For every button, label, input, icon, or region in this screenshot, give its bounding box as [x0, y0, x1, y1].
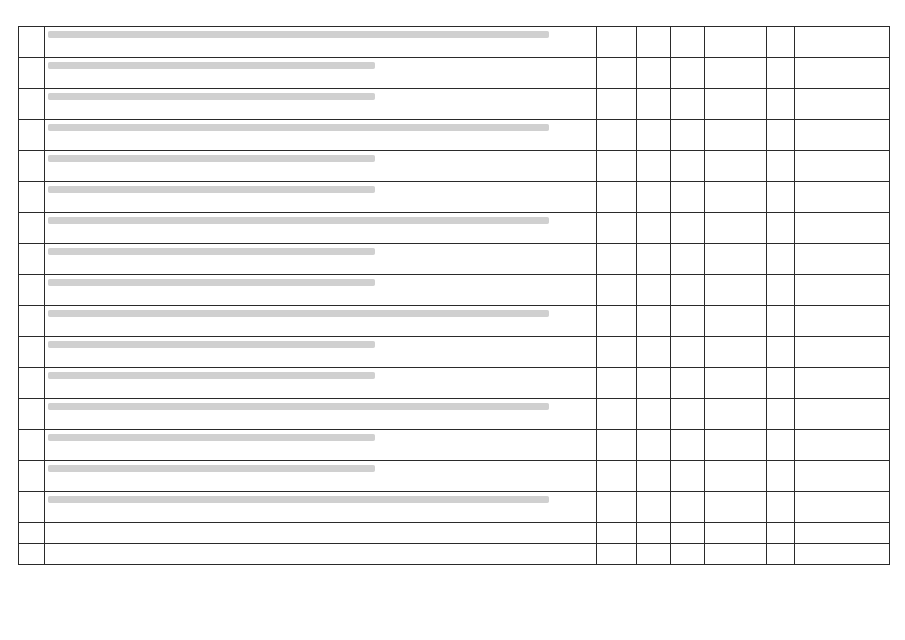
row-code-cell-3 [671, 120, 705, 151]
text-placeholder [48, 310, 549, 317]
row-description-cell [45, 89, 597, 120]
row-code-cell-4 [705, 461, 767, 492]
row-code-cell-4 [705, 151, 767, 182]
text-placeholder [48, 31, 549, 38]
row-code-cell-3 [671, 182, 705, 213]
table-row [19, 27, 890, 58]
row-code-cell-4 [705, 399, 767, 430]
row-code-cell-2 [637, 492, 671, 523]
row-code-cell-4 [705, 275, 767, 306]
row-code-cell-5 [767, 492, 795, 523]
text-placeholder [48, 403, 549, 410]
table-row-empty [19, 544, 890, 565]
row-blank-cell [19, 182, 45, 213]
row-code-cell-4 [705, 58, 767, 89]
row-code-cell-1 [597, 337, 637, 368]
row-description-cell [45, 151, 597, 182]
text-placeholder [48, 124, 549, 131]
row-code-cell-4 [705, 120, 767, 151]
row-description-cell [45, 275, 597, 306]
table-row [19, 492, 890, 523]
row-description-cell [45, 337, 597, 368]
row-code-cell-2 [637, 58, 671, 89]
table-row-empty [19, 523, 890, 544]
row-code-cell-5 [767, 461, 795, 492]
row-code-cell-3 [671, 244, 705, 275]
row-code-cell-3 [671, 430, 705, 461]
row-code-cell-3 [671, 399, 705, 430]
row-blank-cell [19, 151, 45, 182]
row-amount-cell [795, 430, 890, 461]
row-code-cell-5 [767, 120, 795, 151]
row-description-cell [45, 244, 597, 275]
row-description-cell [45, 58, 597, 89]
text-placeholder [48, 372, 375, 379]
empty-cell [705, 544, 767, 565]
row-amount-cell [795, 492, 890, 523]
row-blank-cell [19, 492, 45, 523]
row-code-cell-4 [705, 492, 767, 523]
row-code-cell-2 [637, 461, 671, 492]
row-code-cell-3 [671, 461, 705, 492]
row-code-cell-5 [767, 399, 795, 430]
row-amount-cell [795, 461, 890, 492]
text-placeholder [48, 217, 549, 224]
row-code-cell-3 [671, 58, 705, 89]
row-description-cell [45, 306, 597, 337]
row-blank-cell [19, 213, 45, 244]
empty-cell [19, 523, 45, 544]
row-blank-cell [19, 275, 45, 306]
row-code-cell-1 [597, 58, 637, 89]
table-row [19, 213, 890, 244]
row-blank-cell [19, 120, 45, 151]
empty-cell [637, 523, 671, 544]
row-code-cell-4 [705, 430, 767, 461]
row-code-cell-1 [597, 275, 637, 306]
row-code-cell-2 [637, 120, 671, 151]
row-code-cell-4 [705, 306, 767, 337]
row-amount-cell [795, 306, 890, 337]
text-placeholder [48, 62, 375, 69]
row-code-cell-2 [637, 89, 671, 120]
empty-cell [671, 544, 705, 565]
row-blank-cell [19, 58, 45, 89]
row-blank-cell [19, 399, 45, 430]
row-blank-cell [19, 27, 45, 58]
table-row [19, 89, 890, 120]
row-code-cell-1 [597, 27, 637, 58]
row-description-cell [45, 213, 597, 244]
row-code-cell-2 [637, 27, 671, 58]
empty-cell [767, 544, 795, 565]
row-amount-cell [795, 213, 890, 244]
row-code-cell-4 [705, 337, 767, 368]
row-code-cell-2 [637, 368, 671, 399]
budget-table-body [19, 27, 890, 565]
row-code-cell-5 [767, 275, 795, 306]
row-code-cell-1 [597, 89, 637, 120]
row-code-cell-2 [637, 244, 671, 275]
row-amount-cell [795, 182, 890, 213]
row-amount-cell [795, 368, 890, 399]
table-row [19, 58, 890, 89]
table-row [19, 461, 890, 492]
empty-cell [671, 523, 705, 544]
text-placeholder [48, 496, 549, 503]
text-placeholder [48, 341, 375, 348]
table-row [19, 337, 890, 368]
row-code-cell-4 [705, 89, 767, 120]
empty-cell [795, 544, 890, 565]
row-amount-cell [795, 120, 890, 151]
row-amount-cell [795, 399, 890, 430]
row-code-cell-4 [705, 368, 767, 399]
row-code-cell-2 [637, 306, 671, 337]
empty-cell [597, 523, 637, 544]
row-code-cell-1 [597, 151, 637, 182]
row-amount-cell [795, 275, 890, 306]
empty-cell [767, 523, 795, 544]
row-code-cell-5 [767, 430, 795, 461]
row-code-cell-1 [597, 430, 637, 461]
text-placeholder [48, 186, 375, 193]
row-code-cell-1 [597, 244, 637, 275]
row-description-cell [45, 492, 597, 523]
row-code-cell-1 [597, 461, 637, 492]
row-code-cell-1 [597, 399, 637, 430]
row-amount-cell [795, 89, 890, 120]
table-row [19, 151, 890, 182]
text-placeholder [48, 248, 375, 255]
table-row [19, 244, 890, 275]
empty-cell [45, 544, 597, 565]
row-description-cell [45, 120, 597, 151]
table-row [19, 275, 890, 306]
empty-cell [19, 544, 45, 565]
table-row [19, 306, 890, 337]
text-placeholder [48, 434, 375, 441]
row-code-cell-5 [767, 368, 795, 399]
row-code-cell-2 [637, 275, 671, 306]
row-code-cell-3 [671, 306, 705, 337]
table-row [19, 120, 890, 151]
text-placeholder [48, 93, 375, 100]
text-placeholder [48, 465, 375, 472]
text-placeholder [48, 155, 375, 162]
row-code-cell-4 [705, 27, 767, 58]
row-blank-cell [19, 461, 45, 492]
table-row [19, 399, 890, 430]
row-code-cell-3 [671, 213, 705, 244]
row-blank-cell [19, 244, 45, 275]
row-blank-cell [19, 430, 45, 461]
row-code-cell-4 [705, 213, 767, 244]
row-blank-cell [19, 306, 45, 337]
empty-cell [637, 544, 671, 565]
row-code-cell-5 [767, 151, 795, 182]
row-code-cell-3 [671, 368, 705, 399]
row-code-cell-5 [767, 244, 795, 275]
row-blank-cell [19, 368, 45, 399]
empty-cell [705, 523, 767, 544]
row-code-cell-2 [637, 151, 671, 182]
row-code-cell-4 [705, 182, 767, 213]
row-code-cell-3 [671, 151, 705, 182]
row-code-cell-5 [767, 213, 795, 244]
row-description-cell [45, 399, 597, 430]
row-code-cell-3 [671, 492, 705, 523]
row-blank-cell [19, 89, 45, 120]
row-code-cell-5 [767, 89, 795, 120]
table-row [19, 368, 890, 399]
row-code-cell-2 [637, 213, 671, 244]
row-description-cell [45, 27, 597, 58]
row-amount-cell [795, 58, 890, 89]
text-placeholder [48, 279, 375, 286]
row-code-cell-5 [767, 58, 795, 89]
row-code-cell-5 [767, 182, 795, 213]
row-description-cell [45, 368, 597, 399]
row-code-cell-5 [767, 337, 795, 368]
empty-cell [45, 523, 597, 544]
row-amount-cell [795, 27, 890, 58]
row-code-cell-3 [671, 275, 705, 306]
row-amount-cell [795, 151, 890, 182]
table-row [19, 182, 890, 213]
row-amount-cell [795, 244, 890, 275]
row-code-cell-3 [671, 337, 705, 368]
row-amount-cell [795, 337, 890, 368]
row-blank-cell [19, 337, 45, 368]
row-code-cell-3 [671, 27, 705, 58]
row-code-cell-1 [597, 182, 637, 213]
row-code-cell-2 [637, 399, 671, 430]
empty-cell [597, 544, 637, 565]
row-code-cell-2 [637, 430, 671, 461]
row-code-cell-2 [637, 182, 671, 213]
budget-table [18, 26, 890, 565]
row-code-cell-5 [767, 306, 795, 337]
table-row [19, 430, 890, 461]
row-code-cell-1 [597, 213, 637, 244]
row-code-cell-1 [597, 120, 637, 151]
row-code-cell-5 [767, 27, 795, 58]
row-code-cell-2 [637, 337, 671, 368]
row-code-cell-1 [597, 492, 637, 523]
row-code-cell-3 [671, 89, 705, 120]
row-code-cell-1 [597, 368, 637, 399]
empty-cell [795, 523, 890, 544]
row-description-cell [45, 461, 597, 492]
row-description-cell [45, 182, 597, 213]
row-description-cell [45, 430, 597, 461]
row-code-cell-4 [705, 244, 767, 275]
row-code-cell-1 [597, 306, 637, 337]
